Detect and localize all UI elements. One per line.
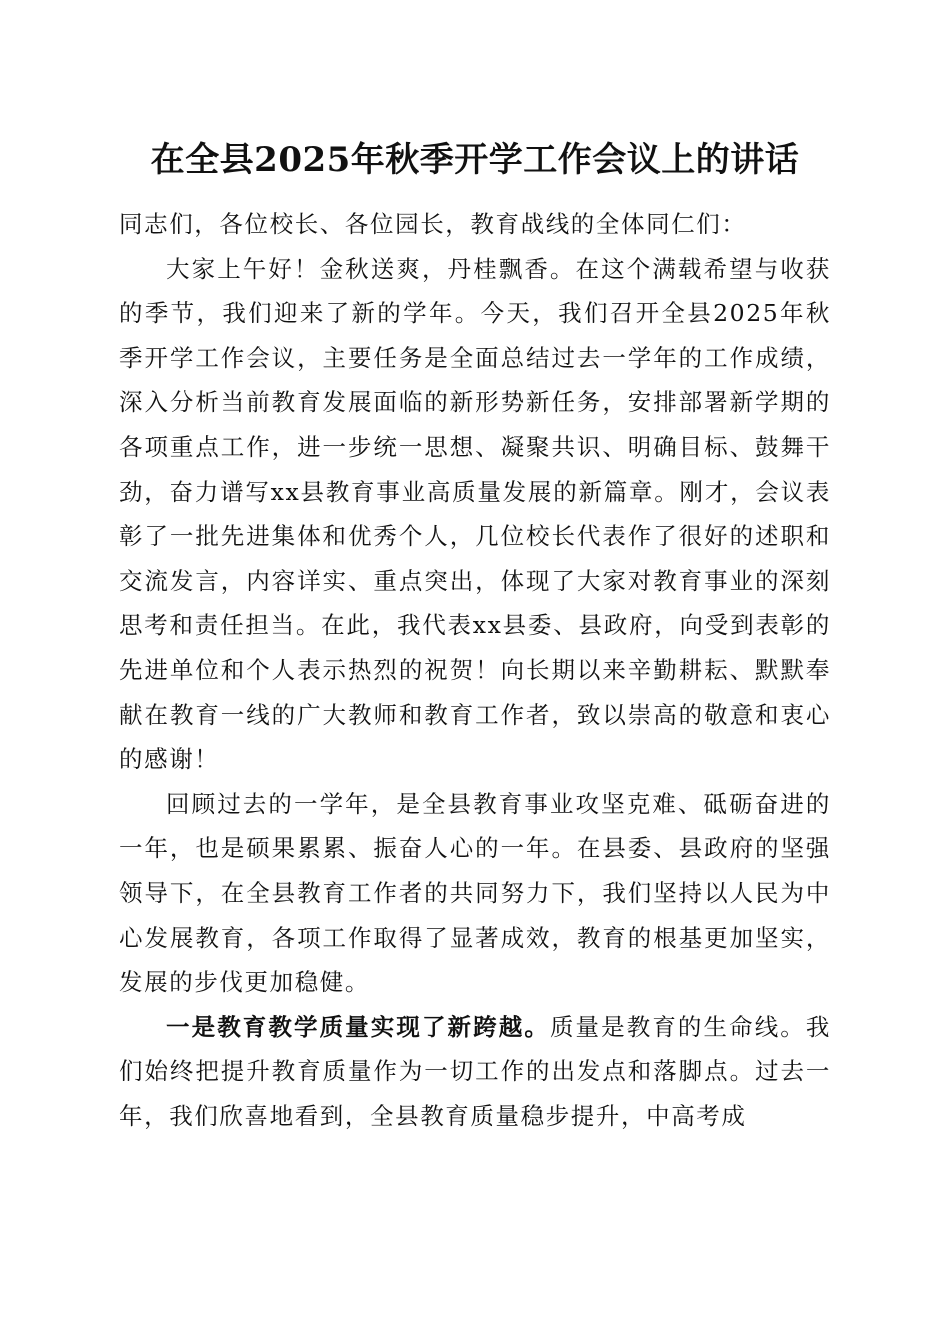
paragraph-section-one bbox=[119, 1005, 831, 1139]
document-body bbox=[119, 202, 831, 1138]
section-one-text: 质量是教育的生命线。我们始终把提升教育质量作为一切工作的出发点和落脚点。过去一年，我们欣喜地看到，全县教育质量稳步提升，中高考成 bbox=[119, 1012, 831, 1130]
document-title: 在全县2025年秋季开学工作会议上的讲话 bbox=[150, 140, 800, 180]
paragraph-opening: 大家上午好！金秋送爽，丹桂飘香。在这个满载希望与收获的季节，我们迎来了新的学年。今天，我们召开全县2025年秋季开学工作会议，主要任务是全面总结过去一学年的工作成绩，深入分析当前教育发展面临的新形势新任务，安排部署新学期的各项重点工作，进一步统一思想、凝聚共识、明确目标、鼓舞干劲，奋力谱写xx县教育事业高质量发展的新篇章。刚才，会议表彰了一批先进集体和优秀个人，几位校长代表作了很好的述职和交流发言，内容详实、重点突出，体现了大家对教育事业的深刻思考和责任担当。在此，我代表xx县委、县政府，向受到表彰的先进单位和个人表示热烈的祝贺！向长期以来辛勤耕耘、默默奉献在教育一线的广大教师和教育工作者，致以崇高的敬意和衷心的感谢！ bbox=[119, 254, 831, 774]
section-one-lead: 一是教育教学质量实现了新跨越。 bbox=[166, 1012, 550, 1041]
salutation: 同志们，各位校长、各位园长，教育战线的全体同仁们： bbox=[119, 210, 747, 238]
paragraph-review: 回顾过去的一学年，是全县教育事业攻坚克难、砥砺奋进的一年，也是硕果累累、振奋人心的一年。在县委、县政府的坚强领导下，在全县教育工作者的共同努力下，我们坚持以人民为中心发展教育，各项工作取得了显著成效，教育的根基更加坚实，发展的步伐更加稳健。 bbox=[119, 789, 831, 997]
